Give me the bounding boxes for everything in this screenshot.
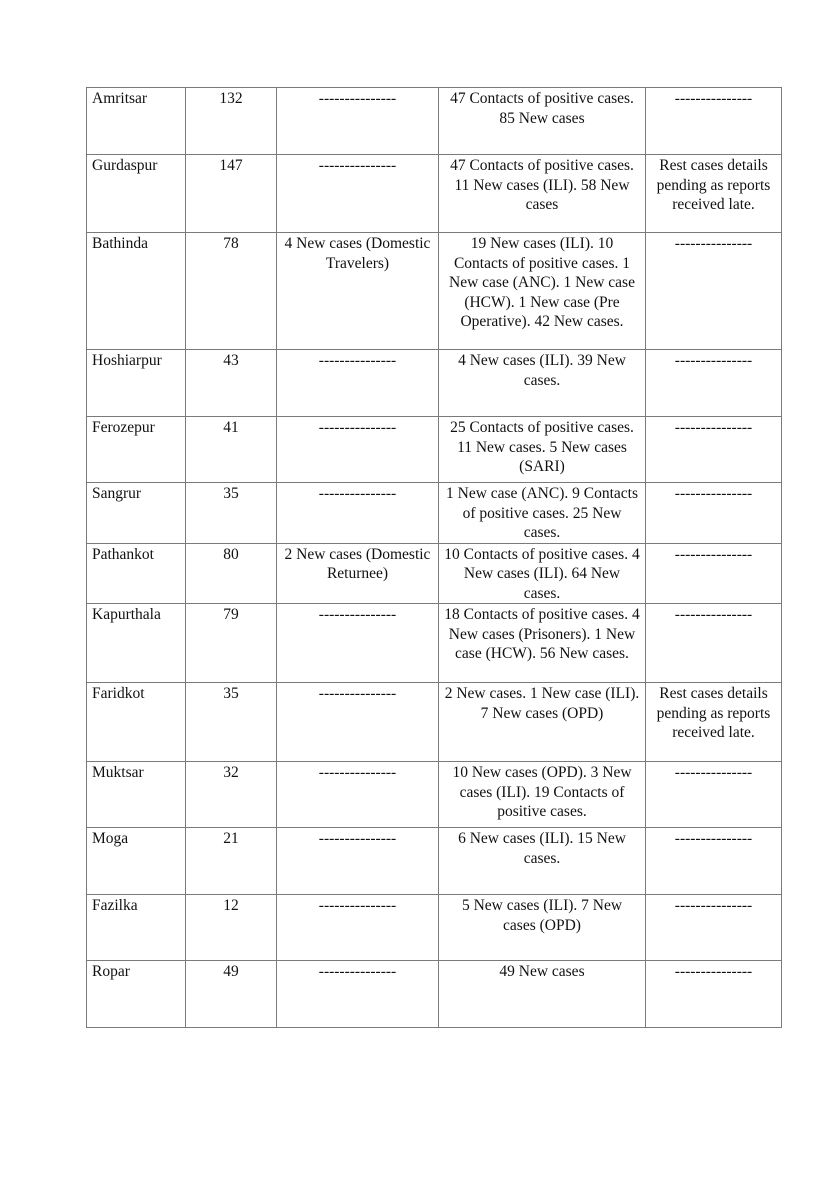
case-details-cell: 47 Contacts of positive cases. 85 New cases bbox=[439, 88, 646, 155]
district-cell: Sangrur bbox=[87, 483, 186, 544]
case-details-cell: 2 New cases. 1 New case (ILI). 7 New cases (OPD) bbox=[439, 683, 646, 762]
case-count-cell: 80 bbox=[186, 543, 277, 604]
travel-history-cell: --------------- bbox=[277, 483, 439, 544]
case-details-cell: 47 Contacts of positive cases. 11 New cases (ILI). 58 New cases bbox=[439, 155, 646, 233]
district-cell: Gurdaspur bbox=[87, 155, 186, 233]
district-cell: Hoshiarpur bbox=[87, 350, 186, 417]
remarks-cell: --------------- bbox=[646, 543, 782, 604]
table-row bbox=[87, 417, 782, 483]
remarks-cell: Rest cases details pending as reports received late. bbox=[646, 155, 782, 233]
travel-history-cell: --------------- bbox=[277, 762, 439, 828]
travel-history-cell: --------------- bbox=[277, 828, 439, 895]
remarks-cell: --------------- bbox=[646, 417, 782, 483]
table-row bbox=[87, 233, 782, 350]
table-body bbox=[87, 88, 782, 1028]
travel-history-cell: --------------- bbox=[277, 961, 439, 1028]
district-cell: Pathankot bbox=[87, 543, 186, 604]
case-count-cell: 32 bbox=[186, 762, 277, 828]
case-count-cell: 132 bbox=[186, 88, 277, 155]
table-row bbox=[87, 88, 782, 155]
district-cell: Moga bbox=[87, 828, 186, 895]
case-details-cell: 6 New cases (ILI). 15 New cases. bbox=[439, 828, 646, 895]
travel-history-cell: --------------- bbox=[277, 604, 439, 683]
case-count-cell: 21 bbox=[186, 828, 277, 895]
remarks-cell: --------------- bbox=[646, 350, 782, 417]
case-details-cell: 1 New case (ANC). 9 Contacts of positive cases. 25 New cases. bbox=[439, 483, 646, 544]
table-row bbox=[87, 604, 782, 683]
table-row bbox=[87, 762, 782, 828]
case-count-cell: 41 bbox=[186, 417, 277, 483]
case-count-cell: 147 bbox=[186, 155, 277, 233]
travel-history-cell: --------------- bbox=[277, 417, 439, 483]
table-row bbox=[87, 683, 782, 762]
table-row bbox=[87, 350, 782, 417]
case-count-cell: 49 bbox=[186, 961, 277, 1028]
travel-history-cell: 4 New cases (Domestic Travelers) bbox=[277, 233, 439, 350]
remarks-cell: --------------- bbox=[646, 233, 782, 350]
case-details-cell: 49 New cases bbox=[439, 961, 646, 1028]
case-count-cell: 43 bbox=[186, 350, 277, 417]
travel-history-cell: --------------- bbox=[277, 683, 439, 762]
district-cell: Kapurthala bbox=[87, 604, 186, 683]
table-row bbox=[87, 155, 782, 233]
travel-history-cell: --------------- bbox=[277, 155, 439, 233]
case-count-cell: 79 bbox=[186, 604, 277, 683]
district-cell: Faridkot bbox=[87, 683, 186, 762]
remarks-cell: --------------- bbox=[646, 604, 782, 683]
case-count-cell: 78 bbox=[186, 233, 277, 350]
district-cell: Ropar bbox=[87, 961, 186, 1028]
case-details-cell: 25 Contacts of positive cases. 11 New cases. 5 New cases (SARI) bbox=[439, 417, 646, 483]
district-cell: Fazilka bbox=[87, 895, 186, 961]
remarks-cell: --------------- bbox=[646, 88, 782, 155]
remarks-cell: --------------- bbox=[646, 762, 782, 828]
travel-history-cell: --------------- bbox=[277, 88, 439, 155]
district-cell: Amritsar bbox=[87, 88, 186, 155]
case-count-cell: 35 bbox=[186, 683, 277, 762]
case-details-cell: 4 New cases (ILI). 39 New cases. bbox=[439, 350, 646, 417]
district-cell: Ferozepur bbox=[87, 417, 186, 483]
travel-history-cell: 2 New cases (Domestic Returnee) bbox=[277, 543, 439, 604]
case-count-cell: 35 bbox=[186, 483, 277, 544]
case-details-cell: 18 Contacts of positive cases. 4 New cases (Prisoners). 1 New case (HCW). 56 New cases. bbox=[439, 604, 646, 683]
remarks-cell: Rest cases details pending as reports received late. bbox=[646, 683, 782, 762]
remarks-cell: --------------- bbox=[646, 895, 782, 961]
table-row bbox=[87, 961, 782, 1028]
table-row bbox=[87, 895, 782, 961]
district-cell: Bathinda bbox=[87, 233, 186, 350]
case-details-cell: 5 New cases (ILI). 7 New cases (OPD) bbox=[439, 895, 646, 961]
case-details-cell: 10 Contacts of positive cases. 4 New cases (ILI). 64 New cases. bbox=[439, 543, 646, 604]
table-row bbox=[87, 543, 782, 604]
travel-history-cell: --------------- bbox=[277, 350, 439, 417]
case-details-cell: 19 New cases (ILI). 10 Contacts of positive cases. 1 New case (ANC). 1 New case (HCW). 1 New case (Pre Operative). 42 New cases. bbox=[439, 233, 646, 350]
table-row bbox=[87, 828, 782, 895]
remarks-cell: --------------- bbox=[646, 828, 782, 895]
district-cell: Muktsar bbox=[87, 762, 186, 828]
case-count-cell: 12 bbox=[186, 895, 277, 961]
remarks-cell: --------------- bbox=[646, 961, 782, 1028]
district-cases-table bbox=[86, 87, 782, 1028]
case-details-cell: 10 New cases (OPD). 3 New cases (ILI). 19 Contacts of positive cases. bbox=[439, 762, 646, 828]
travel-history-cell: --------------- bbox=[277, 895, 439, 961]
remarks-cell: --------------- bbox=[646, 483, 782, 544]
table-row bbox=[87, 483, 782, 544]
